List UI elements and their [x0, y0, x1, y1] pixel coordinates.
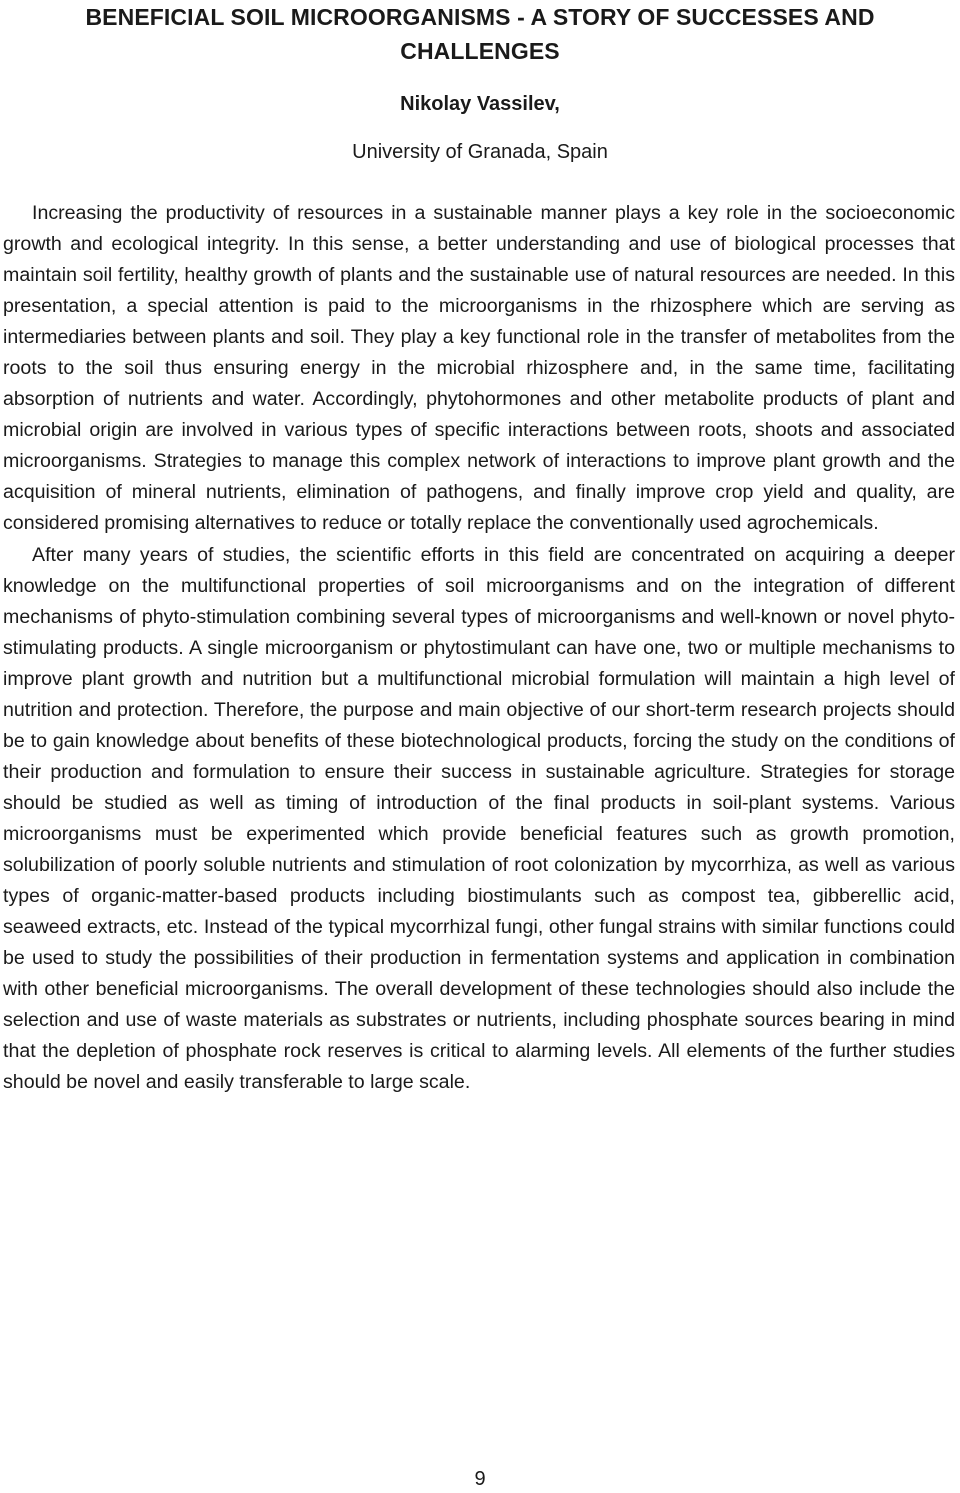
- author-affiliation: University of Granada, Spain: [352, 141, 608, 163]
- author-name: Nikolay Vassilev,: [400, 93, 560, 115]
- paper-title: BENEFICIAL SOIL MICROORGANISMS - A STORY OF SUCCESSES AND CHALLENGES: [85, 4, 875, 64]
- abstract-body: [3, 198, 955, 1098]
- page-number: 9: [474, 1468, 486, 1490]
- body-paragraph: After many years of studies, the scientific efforts in this field are concentrated on acquiring a deeper knowledge on the multifunctional properties of soil microorganisms and on the integration of different mechanisms of phyto-stimulation combining several types of microorganisms and well-known or novel phyto-stimulating products. A single microorganism or phytostimulant can have one, two or multiple mechanisms to improve plant growth and nutrition but a multifunctional microbial formulation will maintain a high level of nutrition and protection. Therefore, the purpose and main objective of our short-term research projects should be to gain knowledge about benefits of these biotechnological products, forcing the study on the conditions of their production and formulation to ensure their success in sustainable agriculture. Strategies for storage should be studied as well as timing of introduction of the final products in soil-plant systems. Various microorganisms must be experimented which provide beneficial features such as growth promotion, solubilization of poorly soluble nutrients and stimulation of root colonization by mycorrhiza, as well as various types of organic-matter-based products including biostimulants such as compost tea, gibberellic acid, seaweed extracts, etc. Instead of the typical mycorrhizal fungi, other fungal strains with similar functions could be used to study the possibilities of their production in fermentation systems and application in combination with other beneficial microorganisms. The overall development of these technologies should also include the selection and use of waste materials as substrates or nutrients, including phosphate sources bearing in mind that the depletion of phosphate rock reserves is critical to alarming levels. All elements of the further studies should be novel and easily transferable to large scale.: [3, 543, 955, 1094]
- body-paragraph: Increasing the productivity of resources in a sustainable manner plays a key role in the socioeconomic growth and ecological integrity. In this sense, a better understanding and use of biological processes that maintain soil fertility, healthy growth of plants and the sustainable use of natural resources are needed. In this presentation, a special attention is paid to the microorganisms in the rhizosphere which are serving as intermediaries between plants and soil. They play a key functional role in the transfer of metabolites from the roots to the soil thus ensuring energy in the microbial rhizosphere and, in the same time, facilitating absorption of nutrients and water. Accordingly, phytohormones and other metabolite products of plant and microbial origin are involved in various types of specific interactions between roots, shoots and associated microorganisms. Strategies to manage this complex network of interactions to improve plant growth and the acquisition of mineral nutrients, elimination of pathogens, and finally improve crop yield and quality, are considered promising alternatives to reduce or totally replace the conventionally used agrochemicals.: [3, 202, 955, 535]
